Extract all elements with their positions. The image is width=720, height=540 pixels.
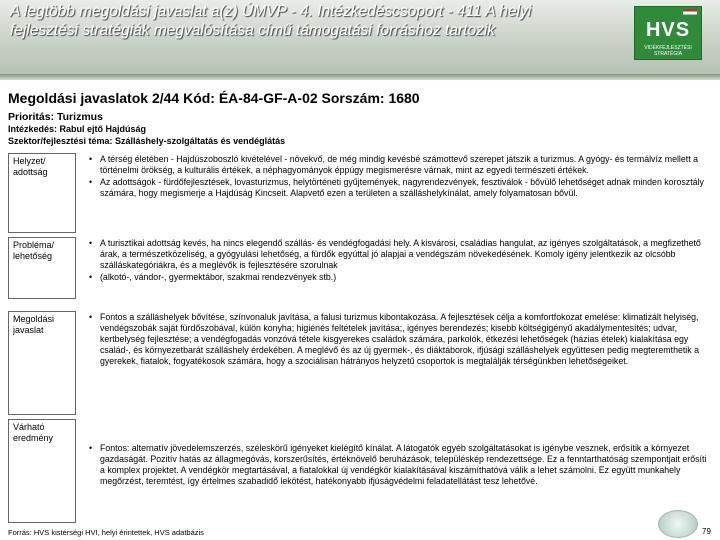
- priority-line: Prioritás: Turizmus: [8, 111, 103, 123]
- section-content-problem: [88, 238, 708, 284]
- seal-icon: [658, 510, 698, 538]
- page-number: 79: [702, 527, 711, 536]
- section-label-result: Várható eredmény: [8, 419, 76, 523]
- document-title: Megoldási javaslatok 2/44 Kód: ÉA-84-GF-A-02 Sorszám: 1680: [8, 90, 420, 106]
- page-header: [0, 0, 720, 74]
- section-label-problem: Probléma/ lehetőség: [8, 237, 76, 299]
- source-footer: Forrás: HVS kistérségi HVI, helyi érintettek, HVS adatbázis: [8, 528, 204, 537]
- header-title: A legtöbb megoldási javaslat a(z) ÚMVP - 4. Intézkedéscsoport - 411 A helyi fejlesztési stratégiák megvalósítása című támogatási forráshoz tartozik: [10, 3, 532, 39]
- bullet-item: • (alkotó-, vándor-, gyermektábor, szakmai rendezvények stb.): [88, 272, 708, 283]
- sector-line: Szektor/fejlesztési téma: Szálláshely-szolgáltatás és vendéglátás: [8, 136, 286, 146]
- section-label-situation: Helyzet/ adottság: [8, 153, 76, 233]
- bullet-item: • A térség életében - Hajdúszoboszló kivételével - növekvő, de még mindig kevésbé számottevő szerepet játszik a turizmus. A gyógy- és termálvíz mellett a történelmi örökség, a kulturális értékek, a néphagyományok éppúgy megismerésre várnak, mint az egyedi természeti értékek.: [88, 154, 708, 176]
- logo-subtitle: VIDÉKFEJLESZTÉSI STRATÉGIA: [644, 45, 692, 57]
- bullet-item: • Fontos: alternatív jövedelemszerzés, széleskörű igényeket kielégítő kínálat. A látogatók egyéb szolgáltatásokat is igénybe vesznek, erősítik a környezet gazdaságát. Pozitív hatás az állagmegóvás, korszerűsítés, értéknövelő beruházások, településkép rendezettsége. Ez a fenntarthatóság szempontjait erősíti a komplex projektet. A vendégkör megtartásával, a fiatalokkal új vendégkör kialakításával kiszámíthatóvá válik a lehet számolni. Ez együtt munkahely megőrzést, teremtést, így értelmes szabadidő lekötést, hatékonyabb ifjúságvédelmi feladatellátást tesz lehetővé.: [88, 443, 708, 487]
- bullet-item: • Fontos a szálláshelyek bővítése, színvonaluk javítása, a falusi turizmus kibontakozása. A fejlesztések célja a komfortfokozat emelése: klimatizált helyiség, vendégszobák saját fürdőszobával, külön konyha; higiénés feltételek javítása;, igényes berendezés; kisebb költségigényű akadálymentesítés; udvar, kertbelység fejlesztése; a vendégfogadás vonzóvá tétele kisgyerekes családok számára, parkolók, étkezési lehetőségek (házias ételek) kialakítása egy család-, és környezetbarát szálláshely érdekében. A meglévő és az új gyermek-, és diáktáborok, ifjúsági szálláshelyek együttesen pedig megteremthetik a gyerekek, fiatalok, fogyatékosok számára, hogy a szociálisan hátrányos helyzetű csoportok is megtalálják térségünkben lehetőségeiket.: [88, 312, 708, 367]
- section-content-result: [88, 443, 708, 488]
- bullet-item: • Az adottságok - fürdőfejlesztések, lovasturizmus, helytörténeti gyűjtemények, nagyrendezvények, fesztiválok - bővülő lehetőséget adnak minden korosztály számára, hogy megismerje a Hajdúság Kincseit. Alapvető ezen a területen a szálláshelykínálat, amely folyamatosan bővül.: [88, 177, 708, 199]
- logo-text: HVS: [645, 19, 691, 41]
- bullet-item: • A turisztikai adottság kevés, ha nincs elegendő szállás- és vendégfogadási hely. A kisvárosi, családias hangulat, az igényes szolgáltatások, a megfizethető árak, a természetközeliség, a gyógyulási lehetőség, a fürdők egyúttal jó alapjai a vendégszám növekedésének. Komoly igény jelentkezik az olcsóbb szálláskategóriákra, és a meglévők is fejlesztésére szorulnak: [88, 238, 708, 271]
- section-content-solution: [88, 312, 708, 368]
- hvs-logo: [634, 6, 702, 60]
- section-content-situation: [88, 154, 708, 200]
- section-label-solution: Megoldási javaslat: [8, 311, 76, 415]
- action-line: Intézkedés: Rabul ejtő Hajdúság: [8, 124, 147, 134]
- hungarian-flag-icon: [683, 9, 697, 17]
- header-divider: [0, 74, 720, 80]
